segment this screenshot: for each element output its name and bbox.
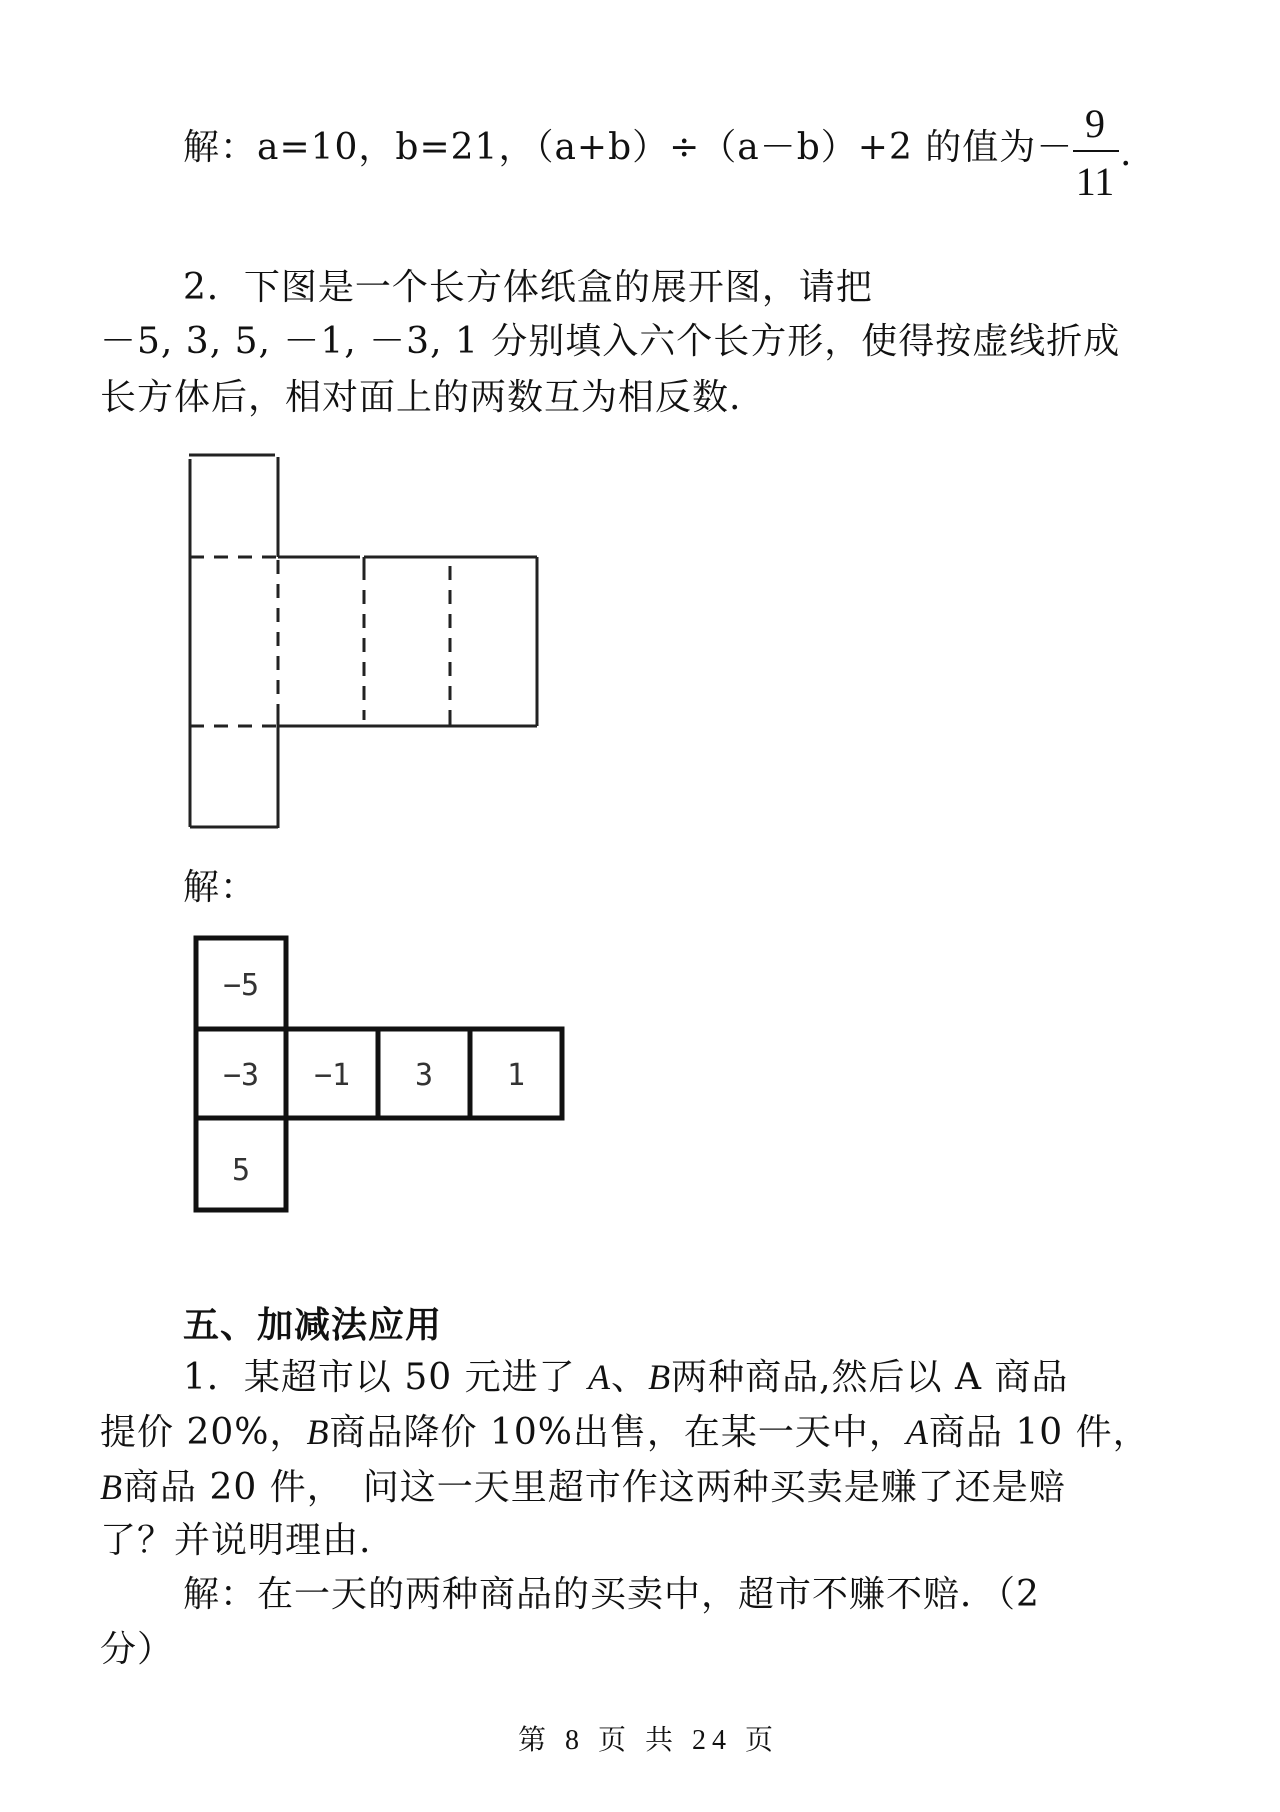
section5-q1-line-1 [183,1357,1068,1398]
q2-question-line-1: 2．下图是一个长方体纸盒的展开图，请把 [183,267,873,308]
text-span: 商品 10 件， [928,1412,1150,1453]
cell-middle-4-value: 1 [506,1058,526,1093]
text-span: 、 [611,1357,649,1398]
fraction-bar [1073,150,1119,152]
section5-answer-line-1: 解：在一天的两种商品的买卖中，超市不赚不赔．（2 [183,1574,1040,1615]
section-5-heading: 五、加减法应用 [183,1304,443,1346]
section5-q1-line-4: 了？并说明理由. [100,1520,372,1561]
var-b: B [306,1412,330,1452]
q2-question-line-2: －5, 3, 5, －1, －3, 1 分别填入六个长方形，使得按虚线折成 [100,321,1121,362]
text-span: 商品 20 件， 问这一天里超市作这两种买卖是赚了还是赔 [123,1467,1066,1508]
cell-middle-2-value: −1 [313,1058,351,1093]
fraction-denominator: 11 [1075,159,1115,204]
q1-answer-line [183,128,1073,168]
var-b: B [648,1357,672,1397]
var-a: A [588,1357,612,1397]
cell-middle-3-value: 3 [414,1058,434,1093]
fraction-sign: － [1036,127,1074,168]
section5-q1-line-3 [100,1467,1066,1508]
section5-answer-line-2: 分） [100,1629,175,1670]
text-span: 1．某超市以 50 元进了 [183,1357,589,1398]
var-b: B [100,1467,123,1507]
q2-question-line-3: 长方体后，相对面上的两数互为相反数. [100,377,742,418]
cell-top-value: −5 [222,968,260,1003]
page-footer: 第 8 页 共 24 页 [518,1725,780,1756]
q2-answer-label: 解： [183,867,258,908]
text-span: 商品降价 10%出售，在某一天中， [329,1412,906,1453]
cell-bottom-value: 5 [231,1153,251,1188]
var-a: A [905,1412,929,1452]
fraction-numerator: 9 [1085,101,1105,146]
text-span: 两种商品,然后以 A 商品 [671,1357,1069,1398]
q1-answer-text: 解：a=10，b=21，（a+b）÷（a－b）+2 的值为 [183,127,1037,168]
q1-answer-period: . [1120,133,1133,174]
cell-middle-left-value: −3 [222,1058,260,1093]
section5-q1-line-2 [100,1412,1150,1453]
text-span: 提价 20%， [100,1412,307,1453]
